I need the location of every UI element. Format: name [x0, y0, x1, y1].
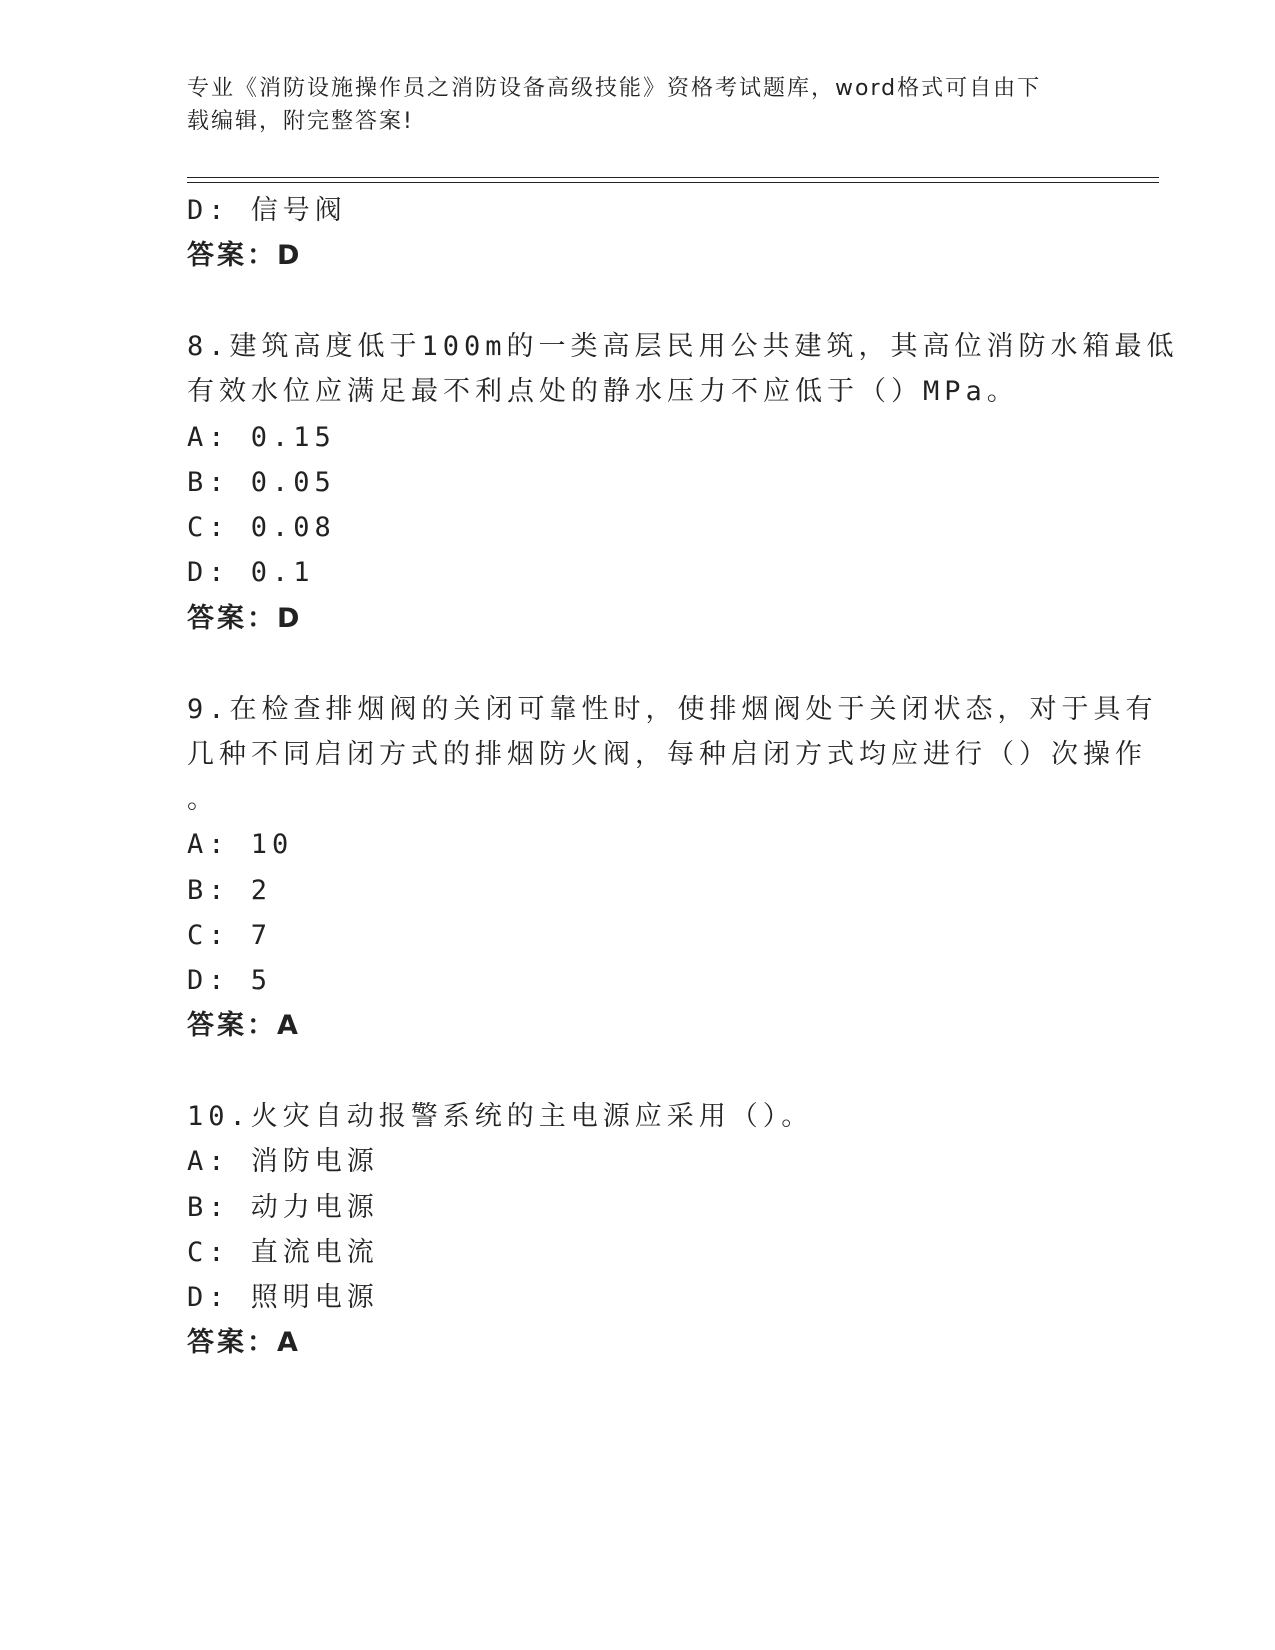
- q9-stem-line-2: 几种不同启闭方式的排烟防火阀，每种启闭方式均应进行（）次操作: [187, 739, 1147, 770]
- q10-option-c: C: 直流电流: [187, 1237, 379, 1268]
- page-header: [187, 72, 1067, 138]
- q10-answer: 答案：A: [187, 1327, 301, 1358]
- q10-option-d: D: 照明电源: [187, 1282, 379, 1313]
- q9-answer: 答案：A: [187, 1010, 301, 1041]
- q10-option-a: A: 消防电源: [187, 1146, 379, 1177]
- q9-option-b: B: 2: [187, 875, 273, 906]
- q7-answer: 答案：D: [187, 240, 303, 271]
- q9-option-a: A: 10: [187, 829, 294, 860]
- q8-answer: 答案：D: [187, 603, 303, 634]
- header-divider-top: [187, 177, 1159, 178]
- q9-option-c: C: 7: [187, 920, 273, 951]
- q8-stem-line-2: 有效水位应满足最不利点处的静水压力不应低于（）MPa。: [187, 376, 1019, 407]
- q8-stem-line-1: 8.建筑高度低于100m的一类高层民用公共建筑，其高位消防水箱最低: [187, 331, 1179, 362]
- header-divider-bottom: [187, 182, 1159, 183]
- q8-option-a: A: 0.15: [187, 422, 336, 453]
- q10-stem-line-1: 10.火灾自动报警系统的主电源应采用（）。: [187, 1101, 814, 1132]
- q9-stem-line-3: 。: [187, 784, 219, 815]
- q9-stem-line-1: 9.在检查排烟阀的关闭可靠性时，使排烟阀处于关闭状态，对于具有: [187, 694, 1158, 725]
- header-line-1: 专业《消防设施操作员之消防设备高级技能》资格考试题库，word格式可自由下: [187, 76, 1042, 101]
- q8-option-c: C: 0.08: [187, 512, 336, 543]
- q10-option-b: B: 动力电源: [187, 1192, 379, 1223]
- q8-option-d: D: 0.1: [187, 557, 315, 588]
- header-line-2: 载编辑，附完整答案!: [187, 109, 414, 134]
- q9-option-d: D: 5: [187, 965, 273, 996]
- q8-option-b: B: 0.05: [187, 467, 336, 498]
- q7-option-d: D: 信号阀: [187, 195, 347, 226]
